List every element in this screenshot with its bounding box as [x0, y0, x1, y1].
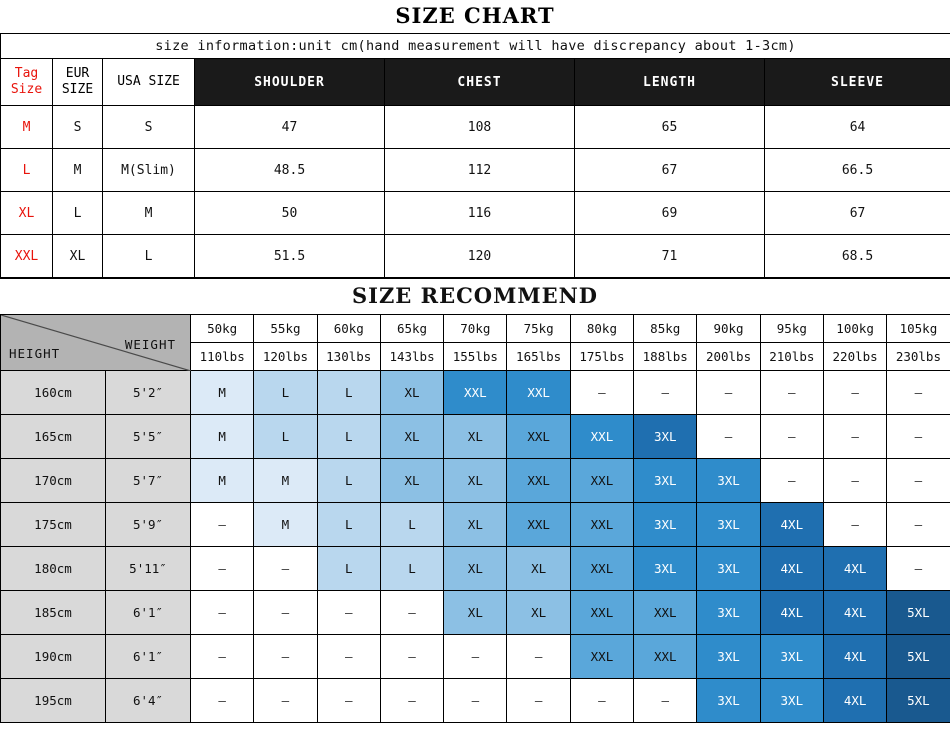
size-recommend-cell: –: [760, 415, 823, 459]
size-recommend-cell: 3XL: [697, 635, 760, 679]
size-recommend-cell: –: [191, 635, 254, 679]
height-cm-label: 190cm: [1, 635, 106, 679]
size-recommend-cell: 5XL: [887, 591, 950, 635]
col-header-tag-line1: Tag: [14, 65, 39, 81]
size-recommend-title: SIZE RECOMMEND: [0, 278, 950, 314]
size-recommend-cell: XXL: [507, 503, 570, 547]
cell-length: 67: [575, 149, 765, 192]
cell-tag-size: M: [1, 106, 53, 149]
size-recommend-cell: –: [887, 371, 950, 415]
size-recommend-cell: –: [380, 635, 443, 679]
weight-lbs-header: 210lbs: [760, 343, 823, 371]
size-recommend-cell: L: [317, 415, 380, 459]
cell-length: 71: [575, 235, 765, 278]
size-recommend-cell: M: [191, 415, 254, 459]
size-recommend-cell: M: [254, 503, 317, 547]
size-chart-title: SIZE CHART: [395, 3, 555, 28]
size-recommend-cell: –: [823, 371, 886, 415]
size-chart-header-row: [1, 59, 950, 106]
size-recommend-cell: XL: [444, 459, 507, 503]
col-header-eur-size: [53, 59, 103, 106]
weight-kg-header: 100kg: [823, 315, 886, 343]
size-recommend-cell: 3XL: [760, 635, 823, 679]
size-recommend-cell: –: [823, 459, 886, 503]
size-recommend-cell: 5XL: [887, 679, 950, 723]
height-cm-label: 195cm: [1, 679, 106, 723]
table-row: [1, 415, 950, 459]
height-ft-label: 5'2″: [106, 371, 191, 415]
height-cm-label: 170cm: [1, 459, 106, 503]
size-recommend-cell: 3XL: [634, 547, 697, 591]
height-cm-label: 185cm: [1, 591, 106, 635]
size-chart-table: [0, 33, 950, 278]
size-recommend-cell: –: [823, 503, 886, 547]
size-recommend-cell: –: [191, 591, 254, 635]
col-header-sleeve: SLEEVE: [765, 59, 950, 106]
size-recommend-cell: –: [444, 635, 507, 679]
table-row: [1, 371, 950, 415]
size-chart-note: size information:unit cm(hand measurement will have discrepancy about 1-3cm): [1, 34, 950, 59]
size-recommend-cell: XL: [444, 503, 507, 547]
size-recommend-cell: 3XL: [697, 459, 760, 503]
size-recommend-cell: –: [887, 503, 950, 547]
cell-chest: 108: [385, 106, 575, 149]
size-recommend-cell: L: [380, 503, 443, 547]
table-row: [1, 149, 950, 192]
size-recommend-cell: –: [887, 415, 950, 459]
cell-usa-size: L: [103, 235, 195, 278]
size-recommend-cell: XXL: [634, 635, 697, 679]
table-row: [1, 235, 950, 278]
table-row: [1, 106, 950, 149]
cell-usa-size: M: [103, 192, 195, 235]
size-recommend-cell: 3XL: [634, 459, 697, 503]
size-recommend-cell: XXL: [570, 635, 633, 679]
size-recommend-cell: 3XL: [697, 591, 760, 635]
size-recommend-cell: –: [317, 679, 380, 723]
size-recommend-cell: –: [634, 371, 697, 415]
cell-sleeve: 67: [765, 192, 950, 235]
size-recommend-cell: XXL: [444, 371, 507, 415]
cell-sleeve: 64: [765, 106, 950, 149]
size-recommend-cell: L: [317, 459, 380, 503]
size-recommend-cell: –: [254, 547, 317, 591]
height-cm-label: 165cm: [1, 415, 106, 459]
size-recommend-cell: XL: [380, 459, 443, 503]
cell-tag-size: XXL: [1, 235, 53, 278]
cell-usa-size: M(Slim): [103, 149, 195, 192]
size-recommend-cell: M: [191, 459, 254, 503]
size-recommend-cell: –: [317, 635, 380, 679]
weight-kg-header: 55kg: [254, 315, 317, 343]
size-recommend-cell: –: [760, 371, 823, 415]
size-recommend-cell: XXL: [570, 547, 633, 591]
size-recommend-cell: 3XL: [634, 415, 697, 459]
weight-lbs-header: 188lbs: [634, 343, 697, 371]
size-recommend-cell: 4XL: [760, 591, 823, 635]
height-ft-label: 5'5″: [106, 415, 191, 459]
size-recommend-cell: –: [254, 591, 317, 635]
weight-kg-header: 95kg: [760, 315, 823, 343]
size-recommend-cell: –: [191, 547, 254, 591]
size-recommend-cell: –: [254, 679, 317, 723]
weight-lbs-header: 220lbs: [823, 343, 886, 371]
height-ft-label: 5'11″: [106, 547, 191, 591]
table-row: [1, 679, 950, 723]
size-recommend-cell: XXL: [570, 503, 633, 547]
col-header-tag-line2: Size: [10, 82, 43, 97]
cell-chest: 112: [385, 149, 575, 192]
table-row: [1, 503, 950, 547]
size-recommend-cell: –: [887, 547, 950, 591]
size-recommend-cell: –: [317, 591, 380, 635]
size-recommend-cell: –: [570, 679, 633, 723]
table-row: [1, 547, 950, 591]
size-recommend-cell: M: [191, 371, 254, 415]
weight-kg-header: 85kg: [634, 315, 697, 343]
size-recommend-cell: XL: [444, 547, 507, 591]
size-recommend-cell: 4XL: [760, 503, 823, 547]
size-recommend-cell: –: [380, 679, 443, 723]
size-recommend-cell: –: [191, 679, 254, 723]
size-recommend-cell: –: [380, 591, 443, 635]
cell-tag-size: XL: [1, 192, 53, 235]
size-recommend-cell: –: [570, 371, 633, 415]
size-recommend-cell: –: [444, 679, 507, 723]
cell-length: 69: [575, 192, 765, 235]
weight-kg-header: 90kg: [697, 315, 760, 343]
cell-eur-size: L: [53, 192, 103, 235]
size-recommend-cell: 4XL: [760, 547, 823, 591]
size-recommend-cell: 3XL: [697, 503, 760, 547]
weight-lbs-header: 200lbs: [697, 343, 760, 371]
table-row: [1, 591, 950, 635]
axis-corner-cell: [1, 315, 191, 371]
table-row: [1, 635, 950, 679]
height-cm-label: 175cm: [1, 503, 106, 547]
height-ft-label: 6'1″: [106, 635, 191, 679]
size-recommend-cell: 3XL: [760, 679, 823, 723]
size-recommend-cell: XXL: [570, 459, 633, 503]
cell-eur-size: M: [53, 149, 103, 192]
height-axis-label: HEIGHT: [9, 346, 61, 361]
size-recommend-cell: XL: [507, 591, 570, 635]
size-recommend-cell: XL: [380, 415, 443, 459]
size-recommend-cell: 4XL: [823, 547, 886, 591]
height-cm-label: 180cm: [1, 547, 106, 591]
weight-kg-header: 80kg: [570, 315, 633, 343]
height-cm-label: 160cm: [1, 371, 106, 415]
weight-lbs-header: 175lbs: [570, 343, 633, 371]
col-header-shoulder: SHOULDER: [195, 59, 385, 106]
weight-kg-header: 70kg: [444, 315, 507, 343]
size-recommend-cell: XXL: [570, 415, 633, 459]
size-recommend-cell: XL: [507, 547, 570, 591]
size-recommend-cell: XXL: [634, 591, 697, 635]
cell-sleeve: 66.5: [765, 149, 950, 192]
size-recommend-cell: 3XL: [697, 679, 760, 723]
size-recommend-table: [0, 314, 950, 723]
weight-lbs-header: 120lbs: [254, 343, 317, 371]
col-header-length: LENGTH: [575, 59, 765, 106]
weight-kg-header: 75kg: [507, 315, 570, 343]
size-recommend-cell: 4XL: [823, 591, 886, 635]
col-header-eur-line2: SIZE: [61, 82, 94, 97]
size-recommend-cell: –: [823, 415, 886, 459]
cell-shoulder: 51.5: [195, 235, 385, 278]
weight-lbs-header: 110lbs: [191, 343, 254, 371]
cell-tag-size: L: [1, 149, 53, 192]
weight-lbs-header: 130lbs: [317, 343, 380, 371]
cell-eur-size: S: [53, 106, 103, 149]
cell-chest: 116: [385, 192, 575, 235]
size-recommend-cell: L: [317, 371, 380, 415]
size-recommend-cell: L: [317, 503, 380, 547]
table-row: [1, 192, 950, 235]
size-recommend-cell: L: [254, 415, 317, 459]
size-recommend-cell: 5XL: [887, 635, 950, 679]
size-recommend-cell: –: [697, 415, 760, 459]
size-recommend-cell: –: [507, 635, 570, 679]
height-ft-label: 6'4″: [106, 679, 191, 723]
table-row: [1, 459, 950, 503]
weight-axis-label: WEIGHT: [124, 337, 176, 352]
height-ft-label: 6'1″: [106, 591, 191, 635]
col-header-chest: CHEST: [385, 59, 575, 106]
cell-length: 65: [575, 106, 765, 149]
size-recommend-cell: 4XL: [823, 635, 886, 679]
weight-kg-header: 105kg: [887, 315, 950, 343]
size-recommend-cell: XXL: [507, 371, 570, 415]
size-recommend-cell: XL: [444, 415, 507, 459]
weight-lbs-header: 143lbs: [380, 343, 443, 371]
size-recommend-cell: XXL: [507, 459, 570, 503]
height-ft-label: 5'7″: [106, 459, 191, 503]
size-recommend-cell: XXL: [570, 591, 633, 635]
size-recommend-cell: L: [254, 371, 317, 415]
size-recommend-cell: –: [697, 371, 760, 415]
size-chart-note-row: [1, 34, 950, 59]
col-header-usa-size: USA SIZE: [103, 59, 195, 106]
size-recommend-cell: XL: [444, 591, 507, 635]
weight-lbs-header: 155lbs: [444, 343, 507, 371]
cell-shoulder: 50: [195, 192, 385, 235]
cell-eur-size: XL: [53, 235, 103, 278]
size-recommend-cell: 3XL: [634, 503, 697, 547]
size-recommend-cell: –: [887, 459, 950, 503]
size-recommend-cell: XL: [380, 371, 443, 415]
weight-kg-header: 50kg: [191, 315, 254, 343]
col-header-eur-line1: EUR: [65, 65, 90, 81]
size-recommend-cell: –: [760, 459, 823, 503]
cell-sleeve: 68.5: [765, 235, 950, 278]
weight-lbs-header: 230lbs: [887, 343, 950, 371]
weight-lbs-header: 165lbs: [507, 343, 570, 371]
size-recommend-cell: 3XL: [697, 547, 760, 591]
col-header-tag-size: [1, 59, 53, 106]
weight-header-kg-row: [1, 315, 950, 343]
cell-shoulder: 47: [195, 106, 385, 149]
cell-chest: 120: [385, 235, 575, 278]
size-recommend-cell: –: [191, 503, 254, 547]
size-recommend-cell: L: [317, 547, 380, 591]
size-recommend-cell: –: [507, 679, 570, 723]
size-recommend-cell: 4XL: [823, 679, 886, 723]
size-recommend-cell: XXL: [507, 415, 570, 459]
size-recommend-cell: –: [254, 635, 317, 679]
cell-shoulder: 48.5: [195, 149, 385, 192]
weight-kg-header: 65kg: [380, 315, 443, 343]
weight-kg-header: 60kg: [317, 315, 380, 343]
cell-usa-size: S: [103, 106, 195, 149]
size-recommend-cell: L: [380, 547, 443, 591]
size-recommend-cell: M: [254, 459, 317, 503]
size-recommend-cell: –: [634, 679, 697, 723]
height-ft-label: 5'9″: [106, 503, 191, 547]
